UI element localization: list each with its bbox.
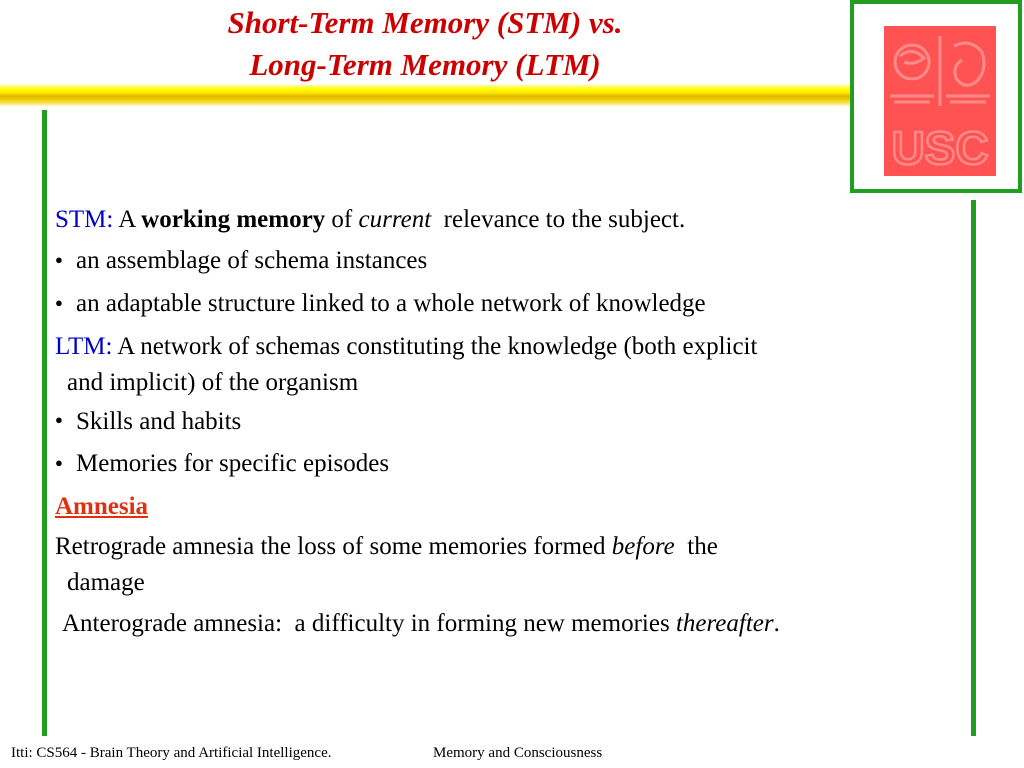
- slide-body: [55, 199, 975, 644]
- stm-text-post: relevance to the subject.: [443, 206, 686, 233]
- retro-text-1: Retrograde amnesia the loss of some memories formed: [55, 533, 606, 561]
- stm-text-mid: of: [331, 206, 353, 233]
- title-line-1: Short-Term Memory (STM) vs.: [227, 5, 623, 40]
- stm-text-pre: A: [118, 206, 135, 233]
- bullet-text: an assemblage of schema instances: [76, 247, 428, 274]
- ltm-label: LTM:: [55, 332, 113, 360]
- usc-logo-text: USC: [891, 122, 989, 174]
- stm-label: STM:: [55, 206, 114, 233]
- stm-current: current: [358, 206, 432, 233]
- stm-working-memory: working memory: [141, 206, 326, 233]
- slide-title: [120, 2, 730, 86]
- amnesia-heading-text: Amnesia: [55, 493, 149, 521]
- antero-text: Anterograde amnesia: a difficulty in forming new memories: [62, 610, 670, 638]
- bullet-text: Skills and habits: [76, 407, 242, 435]
- bullet-icon: ●: [55, 412, 63, 428]
- bullet-icon: ●: [55, 251, 63, 267]
- retrograde-amnesia: [55, 527, 975, 601]
- stm-bullet-2: [55, 283, 975, 326]
- footer-topic: Memory and Consciousness: [433, 745, 603, 761]
- bullet-text: Memories for specific episodes: [76, 450, 390, 478]
- amnesia-heading: [55, 486, 975, 527]
- retro-text-3: damage: [67, 569, 145, 597]
- bullet-text: an adaptable structure linked to a whole network of knowledge: [76, 289, 706, 317]
- footer-course: Itti: CS564 - Brain Theory and Artificial Intelligence.: [11, 745, 332, 761]
- retro-text-2: the: [687, 533, 718, 561]
- bullet-icon: ●: [55, 294, 63, 310]
- title-line-2: Long-Term Memory (LTM): [249, 47, 601, 82]
- ltm-bullet-1: [55, 401, 975, 444]
- logo-frame: [850, 0, 1022, 193]
- usc-logo-graphic: [884, 26, 996, 176]
- bullet-icon: ●: [55, 455, 63, 471]
- ltm-definition: [55, 326, 975, 401]
- stm-definition: [55, 199, 975, 240]
- retro-before: before: [611, 533, 675, 561]
- stm-bullet-1: [55, 240, 975, 283]
- left-vertical-rule: [42, 110, 47, 736]
- usc-logo: [884, 26, 996, 176]
- ltm-text-2: and implicit) of the organism: [67, 368, 359, 396]
- ltm-text-1: A network of schemas constituting the knowledge (both explicit: [117, 332, 758, 360]
- antero-thereafter: thereafter: [675, 610, 774, 638]
- ltm-bullet-2: [55, 443, 975, 486]
- antero-period: .: [773, 610, 780, 638]
- anterograde-amnesia: [55, 601, 975, 644]
- title-underline-stripe: [0, 84, 852, 106]
